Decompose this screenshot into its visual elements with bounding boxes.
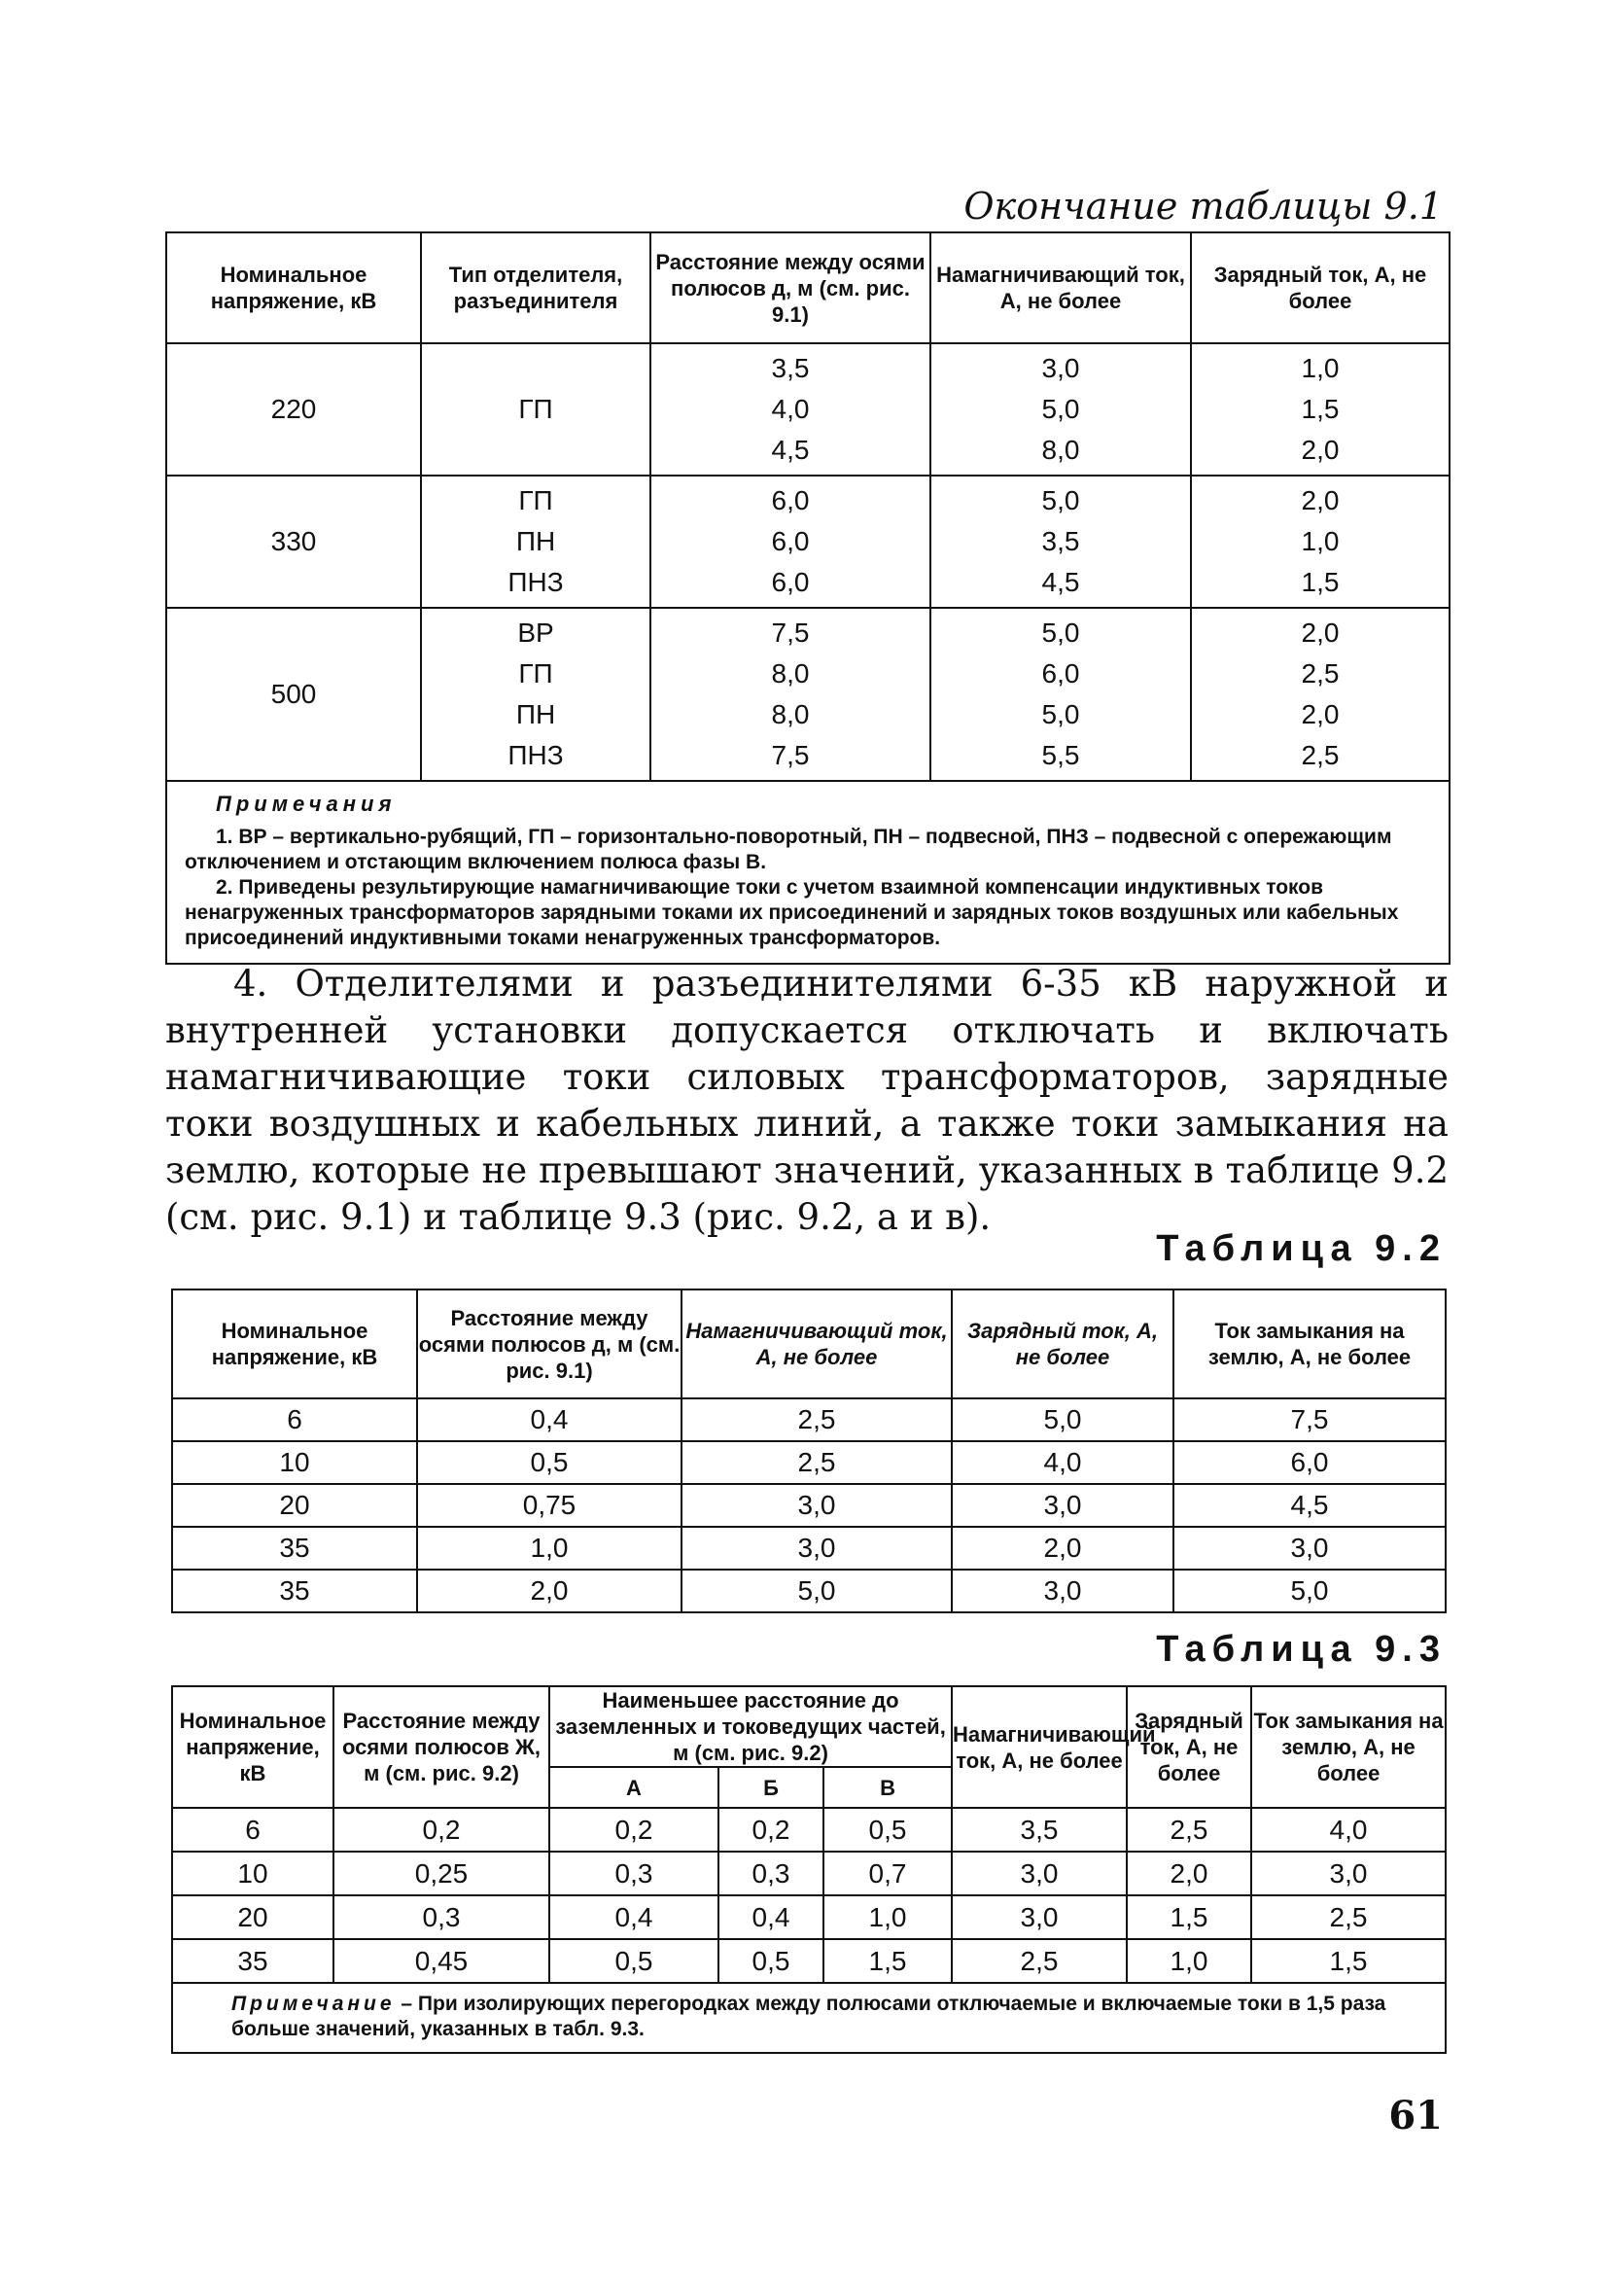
header-distance: Расстояние между осями полюсов д, м (см. рис. 9.1) bbox=[417, 1289, 682, 1398]
cell: 2,5 bbox=[952, 1939, 1127, 1983]
cell: 35 bbox=[172, 1527, 417, 1570]
header-type: Тип отделителя, разъединителя bbox=[421, 232, 650, 343]
cell: 0,5 bbox=[549, 1939, 718, 1983]
cell: 0,7 bbox=[823, 1852, 952, 1895]
table-9-1 bbox=[165, 231, 1451, 965]
cell: 3,0 bbox=[952, 1852, 1127, 1895]
cell: 3,0 bbox=[952, 1895, 1127, 1939]
header-ground-fault: Ток замыкания на землю, А, не более bbox=[1173, 1289, 1446, 1398]
cell-magnetizing: 5,0 6,0 5,0 5,5 bbox=[930, 608, 1191, 781]
table-row bbox=[172, 1527, 1446, 1570]
table-row bbox=[172, 1484, 1446, 1527]
header-distance: Расстояние между осями полюсов Ж, м (см. рис. 9.2) bbox=[333, 1686, 549, 1808]
header-min-distance: Наименьшее расстояние до заземленных и токоведущих частей, м (см. рис. 9.2) bbox=[549, 1686, 952, 1767]
table-notes bbox=[166, 781, 1450, 964]
table-row bbox=[172, 1895, 1446, 1939]
cell: 0,2 bbox=[718, 1808, 823, 1852]
cell: 3,0 bbox=[682, 1527, 952, 1570]
notes-row bbox=[172, 1983, 1446, 2053]
table-header-row bbox=[166, 232, 1450, 343]
note-text: – При изолирующих перегородках между полюсами отключаемые и включаемые токи в 1,5 раза больше значений, указанных в табл. 9.3. bbox=[231, 1993, 1386, 2040]
table-row bbox=[172, 1852, 1446, 1895]
cell: 0,75 bbox=[417, 1484, 682, 1527]
header-voltage: Номинальное напряжение, кВ bbox=[172, 1289, 417, 1398]
header-magnetizing: Намагничивающий ток, А, не более bbox=[930, 232, 1191, 343]
table-header-row bbox=[172, 1686, 1446, 1767]
cell: 7,5 bbox=[1173, 1398, 1446, 1441]
cell: 0,4 bbox=[417, 1398, 682, 1441]
cell: 4,0 bbox=[1251, 1808, 1446, 1852]
cell: 0,5 bbox=[823, 1808, 952, 1852]
cell: 5,0 bbox=[682, 1570, 952, 1612]
cell: 1,0 bbox=[1127, 1939, 1251, 1983]
table-9-3 bbox=[171, 1685, 1447, 2054]
cell-distances: 6,0 6,0 6,0 bbox=[650, 476, 930, 608]
header-charging: Зарядный ток, А, не более bbox=[1191, 232, 1450, 343]
cell: 2,5 bbox=[1251, 1895, 1446, 1939]
cell: 0,25 bbox=[333, 1852, 549, 1895]
cell-distances: 7,5 8,0 8,0 7,5 bbox=[650, 608, 930, 781]
table-row bbox=[172, 1398, 1446, 1441]
table-9-2 bbox=[171, 1289, 1447, 1613]
cell: 3,0 bbox=[952, 1570, 1173, 1612]
cell: 5,0 bbox=[1173, 1570, 1446, 1612]
cell: 0,5 bbox=[718, 1939, 823, 1983]
cell: 1,5 bbox=[1251, 1939, 1446, 1983]
table-row bbox=[172, 1441, 1446, 1484]
cell-types: ГП bbox=[421, 343, 650, 476]
table-note bbox=[172, 1983, 1446, 2053]
table-9-2-title: Таблица 9.2 bbox=[1156, 1228, 1447, 1269]
table-row bbox=[166, 343, 1450, 476]
header-voltage: Номинальное напряжение, кВ bbox=[166, 232, 421, 343]
cell: 4,0 bbox=[952, 1441, 1173, 1484]
cell: 0,2 bbox=[549, 1808, 718, 1852]
cell: 0,4 bbox=[549, 1895, 718, 1939]
cell: 6 bbox=[172, 1808, 333, 1852]
table-row bbox=[172, 1808, 1446, 1852]
cell: 3,0 bbox=[1251, 1852, 1446, 1895]
cell-charging: 2,0 1,0 1,5 bbox=[1191, 476, 1450, 608]
cell-charging: 2,0 2,5 2,0 2,5 bbox=[1191, 608, 1450, 781]
table-header-row bbox=[172, 1289, 1446, 1398]
header-voltage: Номинальное напряжение, кВ bbox=[172, 1686, 333, 1808]
header-charging: Зарядный ток, А, не более bbox=[952, 1289, 1173, 1398]
cell: 4,5 bbox=[1173, 1484, 1446, 1527]
subheader-a: А bbox=[549, 1767, 718, 1808]
cell: 20 bbox=[172, 1484, 417, 1527]
notes-row bbox=[166, 781, 1450, 964]
header-magnetizing: Намагничивающий ток, А, не более bbox=[682, 1289, 952, 1398]
cell: 0,3 bbox=[333, 1895, 549, 1939]
cell: 0,3 bbox=[549, 1852, 718, 1895]
subheader-v: В bbox=[823, 1767, 952, 1808]
subheader-b: Б bbox=[718, 1767, 823, 1808]
cell: 2,0 bbox=[952, 1527, 1173, 1570]
cell: 3,0 bbox=[952, 1484, 1173, 1527]
cell: 0,4 bbox=[718, 1895, 823, 1939]
header-magnetizing: Намагничивающий ток, А, не более bbox=[952, 1686, 1127, 1808]
header-distance: Расстояние между осями полюсов д, м (см. рис. 9.1) bbox=[650, 232, 930, 343]
table-row bbox=[166, 476, 1450, 608]
cell: 0,5 bbox=[417, 1441, 682, 1484]
cell: 0,2 bbox=[333, 1808, 549, 1852]
cell: 2,5 bbox=[682, 1398, 952, 1441]
cell: 2,5 bbox=[1127, 1808, 1251, 1852]
cell: 3,0 bbox=[682, 1484, 952, 1527]
cell: 1,0 bbox=[417, 1527, 682, 1570]
cell: 1,0 bbox=[823, 1895, 952, 1939]
cell: 6,0 bbox=[1173, 1441, 1446, 1484]
cell-magnetizing: 3,0 5,0 8,0 bbox=[930, 343, 1191, 476]
cell: 10 bbox=[172, 1441, 417, 1484]
cell: 2,0 bbox=[417, 1570, 682, 1612]
cell: 2,5 bbox=[682, 1441, 952, 1484]
note-2: 2. Приведены результирующие намагничивающие токи с учетом взаимной компенсации индуктивных токов ненагруженных трансформаторов зарядными токами их присоединений и зарядных токов воздушных или кабельных присоединений индуктивными токами ненагруженных трансформаторов. bbox=[185, 876, 1399, 949]
cell: 1,5 bbox=[823, 1939, 952, 1983]
continuation-caption: Окончание таблицы 9.1 bbox=[963, 185, 1443, 228]
cell-charging: 1,0 1,5 2,0 bbox=[1191, 343, 1450, 476]
notes-title: Примечания bbox=[216, 792, 397, 816]
cell: 5,0 bbox=[952, 1398, 1173, 1441]
cell-magnetizing: 5,0 3,5 4,5 bbox=[930, 476, 1191, 608]
paragraph-4: 4. Отделителями и разъединителями 6-35 кВ наружной и внутренней установки допускается отключать и включать намагничивающие токи силовых трансформаторов, зарядные токи воздушных и кабельных линий, а также токи замыкания на землю, которые не превышают значений, указанных в таблице 9.2 (см. рис. 9.1) и таблице 9.3 (рис. 9.2, а и в). bbox=[165, 963, 1449, 1238]
note-1: 1. ВР – вертикально-рубящий, ГП – горизонтально-поворотный, ПН – подвесной, ПНЗ – подвесной с опережающим отключением и отстающим включением полюса фазы В. bbox=[185, 826, 1392, 873]
cell: 0,3 bbox=[718, 1852, 823, 1895]
table-9-3-title: Таблица 9.3 bbox=[1156, 1629, 1447, 1670]
cell: 1,5 bbox=[1127, 1895, 1251, 1939]
cell: 3,5 bbox=[952, 1808, 1127, 1852]
cell: 10 bbox=[172, 1852, 333, 1895]
cell: 35 bbox=[172, 1570, 417, 1612]
cell: 20 bbox=[172, 1895, 333, 1939]
cell-voltage: 220 bbox=[166, 343, 421, 476]
table-row bbox=[166, 608, 1450, 781]
header-ground-fault: Ток замыкания на землю, А, не более bbox=[1251, 1686, 1446, 1808]
cell: 35 bbox=[172, 1939, 333, 1983]
table-row bbox=[172, 1939, 1446, 1983]
cell-types: ГП ПН ПНЗ bbox=[421, 476, 650, 608]
header-charging: Зарядный ток, А, не более bbox=[1127, 1686, 1251, 1808]
cell: 2,0 bbox=[1127, 1852, 1251, 1895]
note-label: Примечание bbox=[231, 1993, 396, 2015]
cell-voltage: 500 bbox=[166, 608, 421, 781]
cell-distances: 3,5 4,0 4,5 bbox=[650, 343, 930, 476]
cell: 0,45 bbox=[333, 1939, 549, 1983]
table-row bbox=[172, 1570, 1446, 1612]
page-number: 61 bbox=[1388, 2093, 1443, 2138]
cell-types: ВР ГП ПН ПНЗ bbox=[421, 608, 650, 781]
cell-voltage: 330 bbox=[166, 476, 421, 608]
cell: 3,0 bbox=[1173, 1527, 1446, 1570]
cell: 6 bbox=[172, 1398, 417, 1441]
